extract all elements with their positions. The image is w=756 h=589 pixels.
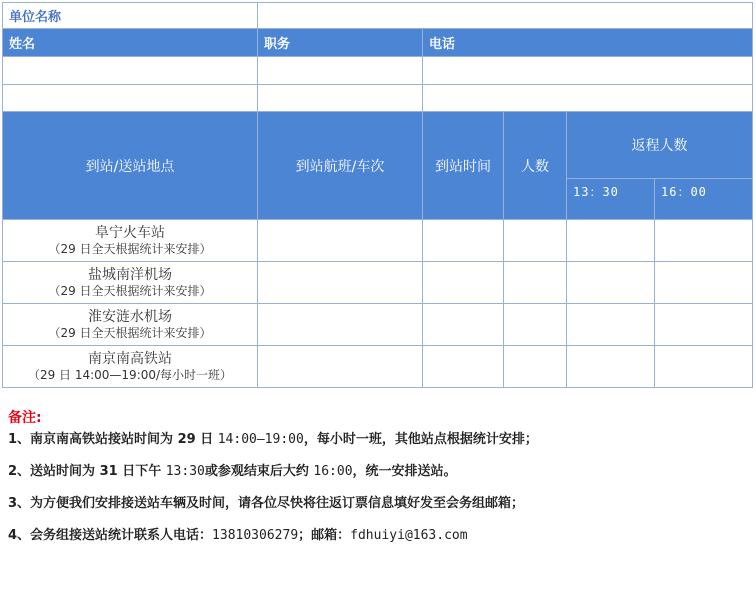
station-cell	[3, 304, 258, 346]
flight-field[interactable]	[258, 262, 423, 304]
return-1600-field[interactable]	[655, 346, 753, 388]
return-time-1600: 16：00	[655, 179, 753, 220]
flight-field[interactable]	[258, 346, 423, 388]
station-name: 盐城南洋机场	[88, 266, 172, 283]
station-note: （29 日全天根据统计来安排）	[48, 325, 212, 340]
arrival-time-field[interactable]	[423, 346, 504, 388]
people-header: 人数	[504, 112, 567, 220]
station-name: 阜宁火车站	[95, 224, 165, 241]
return-1330-field[interactable]	[567, 262, 655, 304]
note-text: ，统一安排送站。	[352, 464, 457, 479]
note-text: 1、南京南高铁站接站时间为 29 日	[8, 432, 218, 447]
station-note: （29 日 14:00—19:00/每小时一班）	[27, 367, 233, 382]
flight-header: 到站航班/车次	[258, 112, 423, 220]
name-field-1[interactable]	[3, 57, 258, 85]
station-cell	[3, 262, 258, 304]
return-1600-field[interactable]	[655, 304, 753, 346]
return-1330-field[interactable]	[567, 304, 655, 346]
position-field-1[interactable]	[258, 57, 423, 85]
phone-field-1[interactable]	[423, 57, 753, 85]
note-item-2	[8, 462, 748, 494]
arrival-time-field[interactable]	[423, 262, 504, 304]
people-field[interactable]	[504, 304, 567, 346]
unit-name-label: 单位名称	[3, 3, 258, 29]
contact-email[interactable]: fdhuiyi@163.com	[350, 528, 468, 543]
return-1330-field[interactable]	[567, 346, 655, 388]
return-people-header: 返程人数	[567, 112, 753, 179]
contact-phone: 13810306279	[212, 528, 299, 543]
note-time: 14:00—19:00	[217, 432, 304, 447]
station-name: 南京南高铁站	[88, 350, 172, 367]
arrival-time-field[interactable]	[423, 304, 504, 346]
people-field[interactable]	[504, 262, 567, 304]
return-1600-field[interactable]	[655, 220, 753, 262]
note-text: 2、送站时间为 31 日下午	[8, 464, 166, 479]
station-note: （29 日全天根据统计来安排）	[48, 241, 212, 256]
notes-title: 备注:	[8, 410, 42, 426]
name-field-2[interactable]	[3, 85, 258, 112]
return-1330-field[interactable]	[567, 220, 655, 262]
station-name: 淮安涟水机场	[88, 308, 172, 325]
note-item-4	[8, 526, 748, 558]
people-field[interactable]	[504, 346, 567, 388]
arrival-time-header: 到站时间	[423, 112, 504, 220]
arrival-time-field[interactable]	[423, 220, 504, 262]
flight-field[interactable]	[258, 304, 423, 346]
note-item-3	[8, 494, 748, 526]
position-label: 职务	[258, 29, 423, 57]
position-field-2[interactable]	[258, 85, 423, 112]
note-text: 或参观结束后大约	[204, 464, 314, 479]
name-label: 姓名	[3, 29, 258, 57]
return-1600-field[interactable]	[655, 262, 753, 304]
note-text: 4、会务组接送站统计联系人电话：	[8, 528, 213, 543]
note-text: ，每小时一班，其他站点根据统计安排；	[303, 432, 538, 447]
people-field[interactable]	[504, 220, 567, 262]
station-cell	[3, 220, 258, 262]
notes-section	[8, 406, 748, 558]
station-cell	[3, 346, 258, 388]
phone-label: 电话	[423, 29, 753, 57]
phone-field-2[interactable]	[423, 85, 753, 112]
note-time: 16:00	[313, 464, 353, 479]
registration-table	[2, 2, 753, 388]
station-note: （29 日全天根据统计来安排）	[48, 283, 212, 298]
location-header: 到站/送站地点	[3, 112, 258, 220]
note-text: ；邮箱：	[298, 528, 351, 543]
note-text: 3、为方便我们安排接送站车辆及时间，请各位尽快将往返订票信息填好发至会务组邮箱；	[8, 496, 525, 511]
note-time: 13:30	[165, 464, 205, 479]
return-time-1330: 13：30	[567, 179, 655, 220]
unit-name-field[interactable]	[258, 3, 753, 29]
flight-field[interactable]	[258, 220, 423, 262]
note-item-1	[8, 430, 748, 462]
